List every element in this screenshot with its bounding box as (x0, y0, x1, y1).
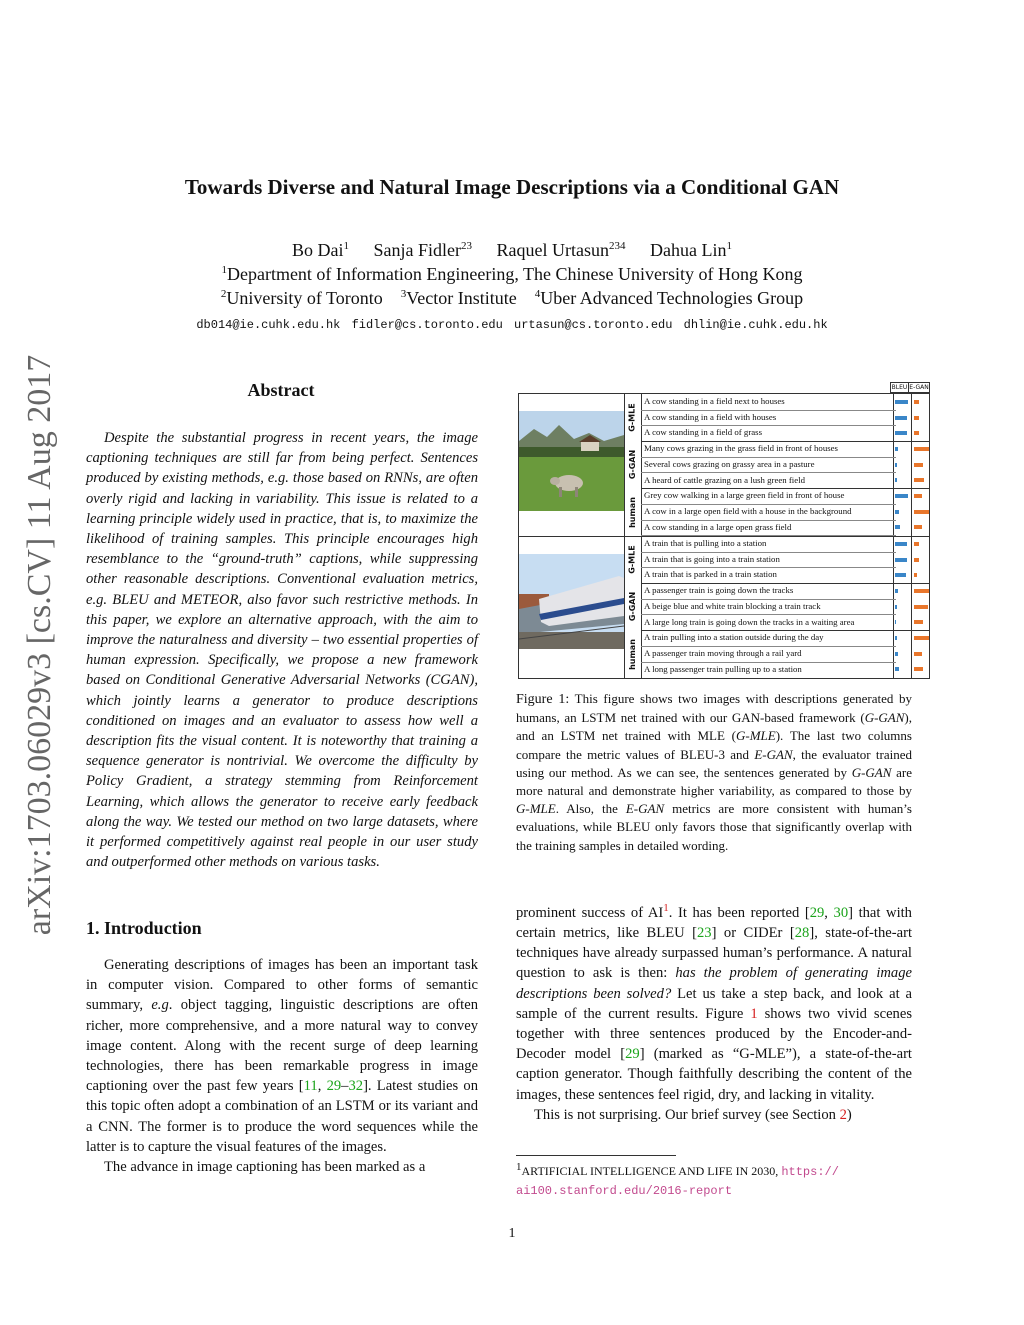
caption-row: A train that is parked in a train station (641, 567, 896, 584)
figure-1 (516, 380, 932, 680)
bleu-bar (895, 400, 908, 404)
group-separator (641, 441, 929, 442)
image-block-1 (519, 394, 624, 536)
author-3: Raquel Urtasun$^{234}$ (496, 240, 626, 260)
egan-bar (914, 400, 919, 404)
caption-row: A beige blue and white train blocking a train track (641, 599, 896, 616)
group-label-human-1: human (628, 496, 638, 528)
caption-row: A cow standing in a large open grass field (641, 520, 896, 537)
group-label-ggan-2: G-GAN (628, 591, 637, 622)
caption-row: A large long train is going down the tracks in a waiting area (641, 615, 896, 632)
group-separator (641, 583, 929, 584)
footnote-ref-1[interactable]: 1 (663, 902, 669, 914)
bleu-bar (895, 667, 899, 671)
caption-row: A cow standing in a field with houses (641, 410, 896, 427)
intro-paragraph-1: Generating descriptions of images has been an important task in computer vision. Compared to other forms of semantic summary, e.g. object tagging, linguistic descriptions are often richer, more comprehensive, and a more natural way to convey image content. Along with the recent surge of deep learning technologies, there has been remarkable progress in image captioning over the past few years [11, 29–32]. Latest studies on this topic often adopt a combination of an LSTM or its variant and a CNN. The former is to produce the word sequences while the latter is to capture the visual features of the images. (86, 957, 478, 1155)
citation-28[interactable]: 28 (794, 925, 810, 942)
citation-11[interactable]: 11 (303, 1078, 318, 1095)
egan-bar (914, 636, 929, 640)
egan-bar (914, 478, 924, 482)
egan-bar (914, 525, 922, 529)
figure-caption: Figure 1: This figure shows two images with descriptions generated by humans, an LSTM net trained with our GAN-based framework (G-GAN), and an LSTM net trained with MLE (G-MLE). The last two columns compare the metric values of BLEU-3 and E-GAN, the evaluator trained using our method. As we can see, the sentences generated by G-GAN are more natural and demonstrate higher variability, as compared to those by G-MLE. Also, the E-GAN metrics are more consistent with human’s evaluations, while BLEU only favors those that significantly overlap with the training samples in detailed wording. (516, 691, 912, 853)
author-1: Bo Dai$^1$ (292, 240, 350, 260)
bleu-bar (895, 620, 896, 624)
paper-title: Towards Diverse and Natural Image Descriptions via a Conditional GAN (184, 175, 840, 199)
egan-bar (914, 589, 929, 593)
affiliation-line-1: $^1$Department of Information Engineering, The Chinese University of Hong Kong (221, 264, 803, 284)
footnote: $^1$ARTIFICIAL INTELLIGENCE AND LIFE IN 2030, https:// ai100.stanford.edu/2016-report (516, 1161, 839, 1198)
section-ref-2[interactable]: 2 (839, 1106, 847, 1123)
citation-23[interactable]: 23 (696, 925, 712, 942)
egan-bar (914, 667, 923, 671)
group-label-gmle-2: G-MLE (628, 545, 638, 574)
footnote-url-cont[interactable]: ai100.stanford.edu/2016-report (516, 1184, 733, 1198)
bleu-bar (895, 573, 906, 577)
footnote-rule (516, 1155, 676, 1156)
arxiv-sidebar-id: arXiv:1703.06029v3 [cs.CV] 11 Aug 2017 (21, 354, 58, 936)
caption-row: Several cows grazing on grassy area in a pasture (641, 457, 896, 474)
cow-photo (519, 411, 624, 511)
intro-text (86, 955, 478, 1177)
egan-bar (914, 542, 919, 546)
author-2: Sanja Fidler$^{23}$ (373, 240, 473, 260)
author-emails: db014@ie.cuhk.edu.hk fidler@cs.toronto.edu urtasun@cs.toronto.edu dhlin@ie.cuhk.edu.hk (196, 318, 828, 332)
affiliation-line-2: $^2$University of Toronto $^3$Vector Institute $^4$Uber Advanced Technologies Group (220, 288, 804, 308)
bleu-bar (895, 510, 899, 514)
footnote-url[interactable]: https:// (781, 1165, 839, 1179)
page-number: 1 (508, 1226, 516, 1241)
bleu-bar (895, 478, 897, 482)
train-photo (519, 554, 624, 649)
bleu-bar (895, 558, 907, 562)
group-label-human-2: human (628, 638, 638, 670)
intro-heading: 1. Introduction (86, 918, 202, 938)
bleu-bar (895, 447, 898, 451)
group-label-ggan-1: G-GAN (628, 449, 637, 480)
caption-row: A cow standing in a field of grass (641, 425, 896, 442)
caption-row: Many cows grazing in the grass field in front of houses (641, 441, 896, 458)
egan-bar (914, 573, 917, 577)
bleu-bar (895, 652, 898, 656)
bleu-bar (895, 636, 897, 640)
egan-bar (914, 558, 919, 562)
caption-row: A heard of cattle grazing on a lush green field (641, 473, 896, 490)
right-column-text (516, 898, 912, 1125)
egan-bar (914, 494, 922, 498)
citation-30[interactable]: 30 (833, 904, 849, 921)
citation-29[interactable]: 29 (809, 904, 825, 921)
citation-29[interactable]: 29 (625, 1046, 640, 1063)
egan-bar (914, 431, 919, 435)
author-list (0, 240, 1024, 261)
bleu-bar (895, 525, 900, 529)
caption-row: A train pulling into a station outside during the day (641, 630, 896, 647)
egan-bar (914, 447, 929, 451)
abstract-text: Despite the substantial progress in recent years, the image captioning techniques are still far from being perfect. Sentences produced by existing methods, e.g. those based on RNNs, are often overly rigid and lacking in variability. This issue is related to a learning principle widely used in practice, that is, to maximize the likelihood of training samples. This principle encourages high resemblance to the “ground-truth” captions, while suppressing other reasonable descriptions. Conventional evaluation metrics, e.g. BLEU and METEOR, also favor such restrictive methods. In this paper, we explore an alternative approach, with the aim to improve the naturalness and diversity – two essential properties of human expression. Specifically, we propose a new framework based on Conditional Generative Adversarial Networks (CGAN), which jointly learns a generator to produce descriptions conditioned on images and an evaluator to assess how well a description fits the visual content. It is noteworthy that training a sequence generator is nontrivial. We overcome the difficulty by Policy Gradient, a strategy stemming from Reinforcement Learning, which allows the generator to receive early feedback along the way. We tested our method on two large datasets, where it performed competitively against real people in our user study and outperformed other methods on various tasks. (86, 430, 478, 871)
bleu-header: BLEU (891, 384, 908, 391)
image-separator (519, 536, 929, 537)
caption-row: A passenger train is going down the tracks (641, 583, 896, 600)
caption-row: A train that is going into a train station (641, 552, 896, 569)
caption-row: A cow standing in a field next to houses (641, 394, 896, 411)
caption-row: A train that is pulling into a station (641, 536, 896, 553)
figure-ref-1[interactable]: 1 (750, 1005, 758, 1022)
image-block-2 (519, 536, 624, 678)
caption-row: A cow in a large open field with a house in the background (641, 504, 896, 521)
caption-row: A passenger train moving through a rail yard (641, 646, 896, 663)
egan-header: E-GAN (909, 384, 929, 391)
right-paragraph-1: prominent success of AI$^1$. It has been reported [29, 30] that with certain metrics, like BLEU [23] or CIDEr [28], state-of-the-art techniques have already surpassed human’s performance. A natural question to ask is then: has the problem of generating image descriptions been solved? Let us take a step back, and look at a sample of the current results. Figure 1 shows two vivid scenes together with three sentences produced by the Encoder-and-Decoder model [29] (marked as “G-MLE”), a state-of-the-art caption generator. Though faithfully describing the content of the images, these sentences feel rigid, dry, and lacking in vitality. (516, 902, 913, 1103)
citation-32[interactable]: 32 (348, 1078, 364, 1095)
bleu-bar (895, 589, 898, 593)
bleu-bar (895, 605, 897, 609)
bleu-bar (895, 416, 907, 420)
bleu-bar (895, 463, 897, 467)
bleu-bar (895, 542, 907, 546)
author-4: Dahua Lin$^1$ (650, 240, 732, 260)
group-separator (641, 630, 929, 631)
group-label-gmle-1: G-MLE (628, 403, 638, 432)
egan-bar (914, 605, 928, 609)
figure-table (518, 393, 930, 679)
bleu-bar (895, 431, 907, 435)
egan-bar (914, 416, 919, 420)
caption-row: A long passenger train pulling up to a station (644, 663, 802, 674)
caption-row: Grey cow walking in a large green field in front of house (641, 488, 896, 505)
citation-29[interactable]: 29 (326, 1078, 342, 1095)
right-paragraph-2: This is not surprising. Our brief survey (see Section 2) (534, 1106, 852, 1123)
egan-bar (914, 652, 922, 656)
abstract-heading: Abstract (247, 380, 315, 400)
egan-bar (914, 463, 923, 467)
group-separator (641, 488, 929, 489)
intro-paragraph-2: The advance in image captioning has been marked as a (104, 1159, 426, 1176)
bleu-bar (895, 494, 908, 498)
egan-bar (914, 510, 929, 514)
egan-bar (914, 620, 923, 624)
